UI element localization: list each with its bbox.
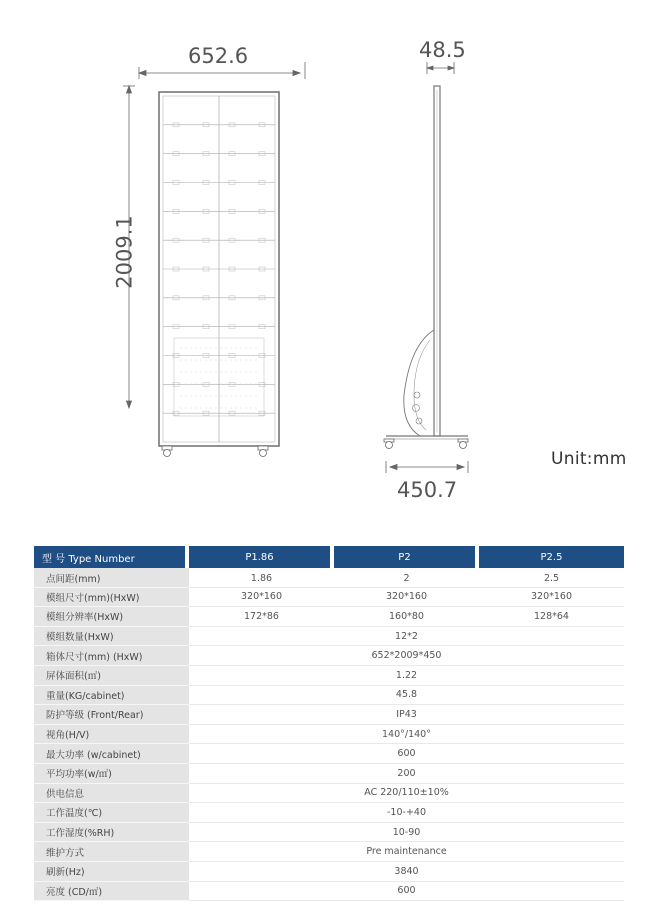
table-row <box>34 803 624 823</box>
row-value: 172*86 <box>189 607 334 627</box>
spec-table-body <box>34 568 624 901</box>
row-value: 652*2009*450 <box>189 646 624 666</box>
header-type-number: 型 号 Type Number <box>34 546 189 568</box>
row-label: 工作湿度(%RH) <box>34 823 189 843</box>
row-label: 维护方式 <box>34 842 189 862</box>
row-value: 10-90 <box>189 823 624 843</box>
row-label: 亮度 (CD/㎡) <box>34 882 189 902</box>
row-label: 模组数量(HxW) <box>34 627 189 647</box>
base-dimension-label: 450.7 <box>397 478 458 502</box>
row-label: 重量(KG/cabinet) <box>34 686 189 706</box>
row-value: Pre maintenance <box>189 842 624 862</box>
table-row <box>34 588 624 608</box>
row-value: 600 <box>189 744 624 764</box>
table-row <box>34 607 624 627</box>
header-p25: P2.5 <box>479 546 624 568</box>
row-value: 3840 <box>189 862 624 882</box>
row-label: 最大功率 (w/cabinet) <box>34 744 189 764</box>
row-value: 200 <box>189 764 624 784</box>
table-row <box>34 568 624 588</box>
row-label: 防护等级 (Front/Rear) <box>34 705 189 725</box>
row-value: 140°/140° <box>189 725 624 745</box>
base-dimension-line <box>386 461 468 473</box>
table-row <box>34 744 624 764</box>
table-row <box>34 882 624 902</box>
table-row <box>34 823 624 843</box>
spec-table-header <box>34 546 624 568</box>
row-value: 1.86 <box>189 568 334 588</box>
row-label: 刷新(Hz) <box>34 862 189 882</box>
row-label: 工作温度(℃) <box>34 803 189 823</box>
row-value: 160*80 <box>334 607 479 627</box>
table-row <box>34 627 624 647</box>
row-label: 视角(H/V) <box>34 725 189 745</box>
row-label: 供电信息 <box>34 784 189 804</box>
row-value: 320*160 <box>334 588 479 608</box>
row-value: 1.22 <box>189 666 624 686</box>
row-value: 12*2 <box>189 627 624 647</box>
row-label: 模组尺寸(mm)(HxW) <box>34 588 189 608</box>
depth-dimension-label: 48.5 <box>419 38 466 62</box>
row-label: 箱体尺寸(mm) (HxW) <box>34 646 189 666</box>
row-value: IP43 <box>189 705 624 725</box>
side-view <box>386 86 468 439</box>
table-row <box>34 764 624 784</box>
depth-dimension-line <box>427 62 454 74</box>
header-p186: P1.86 <box>189 546 334 568</box>
width-dimension-label: 652.6 <box>188 44 249 68</box>
table-row <box>34 686 624 706</box>
row-label: 平均功率(w/㎡) <box>34 764 189 784</box>
row-value: 2.5 <box>479 568 624 588</box>
row-value: 2 <box>334 568 479 588</box>
row-value: 128*64 <box>479 607 624 627</box>
table-row <box>34 705 624 725</box>
row-value: -10-+40 <box>189 803 624 823</box>
table-row <box>34 666 624 686</box>
spec-table <box>34 546 624 901</box>
side-wheels <box>384 439 468 449</box>
row-value: 45.8 <box>189 686 624 706</box>
table-row <box>34 725 624 745</box>
unit-label: Unit:mm <box>551 449 627 469</box>
front-wheels <box>162 446 268 457</box>
row-value: AC 220/110±10% <box>189 784 624 804</box>
table-row <box>34 784 624 804</box>
row-value: 320*160 <box>479 588 624 608</box>
row-label: 模组分辨率(HxW) <box>34 607 189 627</box>
table-row <box>34 862 624 882</box>
row-label: 屏体面积(㎡) <box>34 666 189 686</box>
header-p2: P2 <box>334 546 479 568</box>
height-dimension-label: 2009.1 <box>112 215 137 289</box>
row-label: 点间距(mm) <box>34 568 189 588</box>
table-row <box>34 646 624 666</box>
table-row <box>34 842 624 862</box>
row-value: 320*160 <box>189 588 334 608</box>
row-value: 600 <box>189 882 624 902</box>
